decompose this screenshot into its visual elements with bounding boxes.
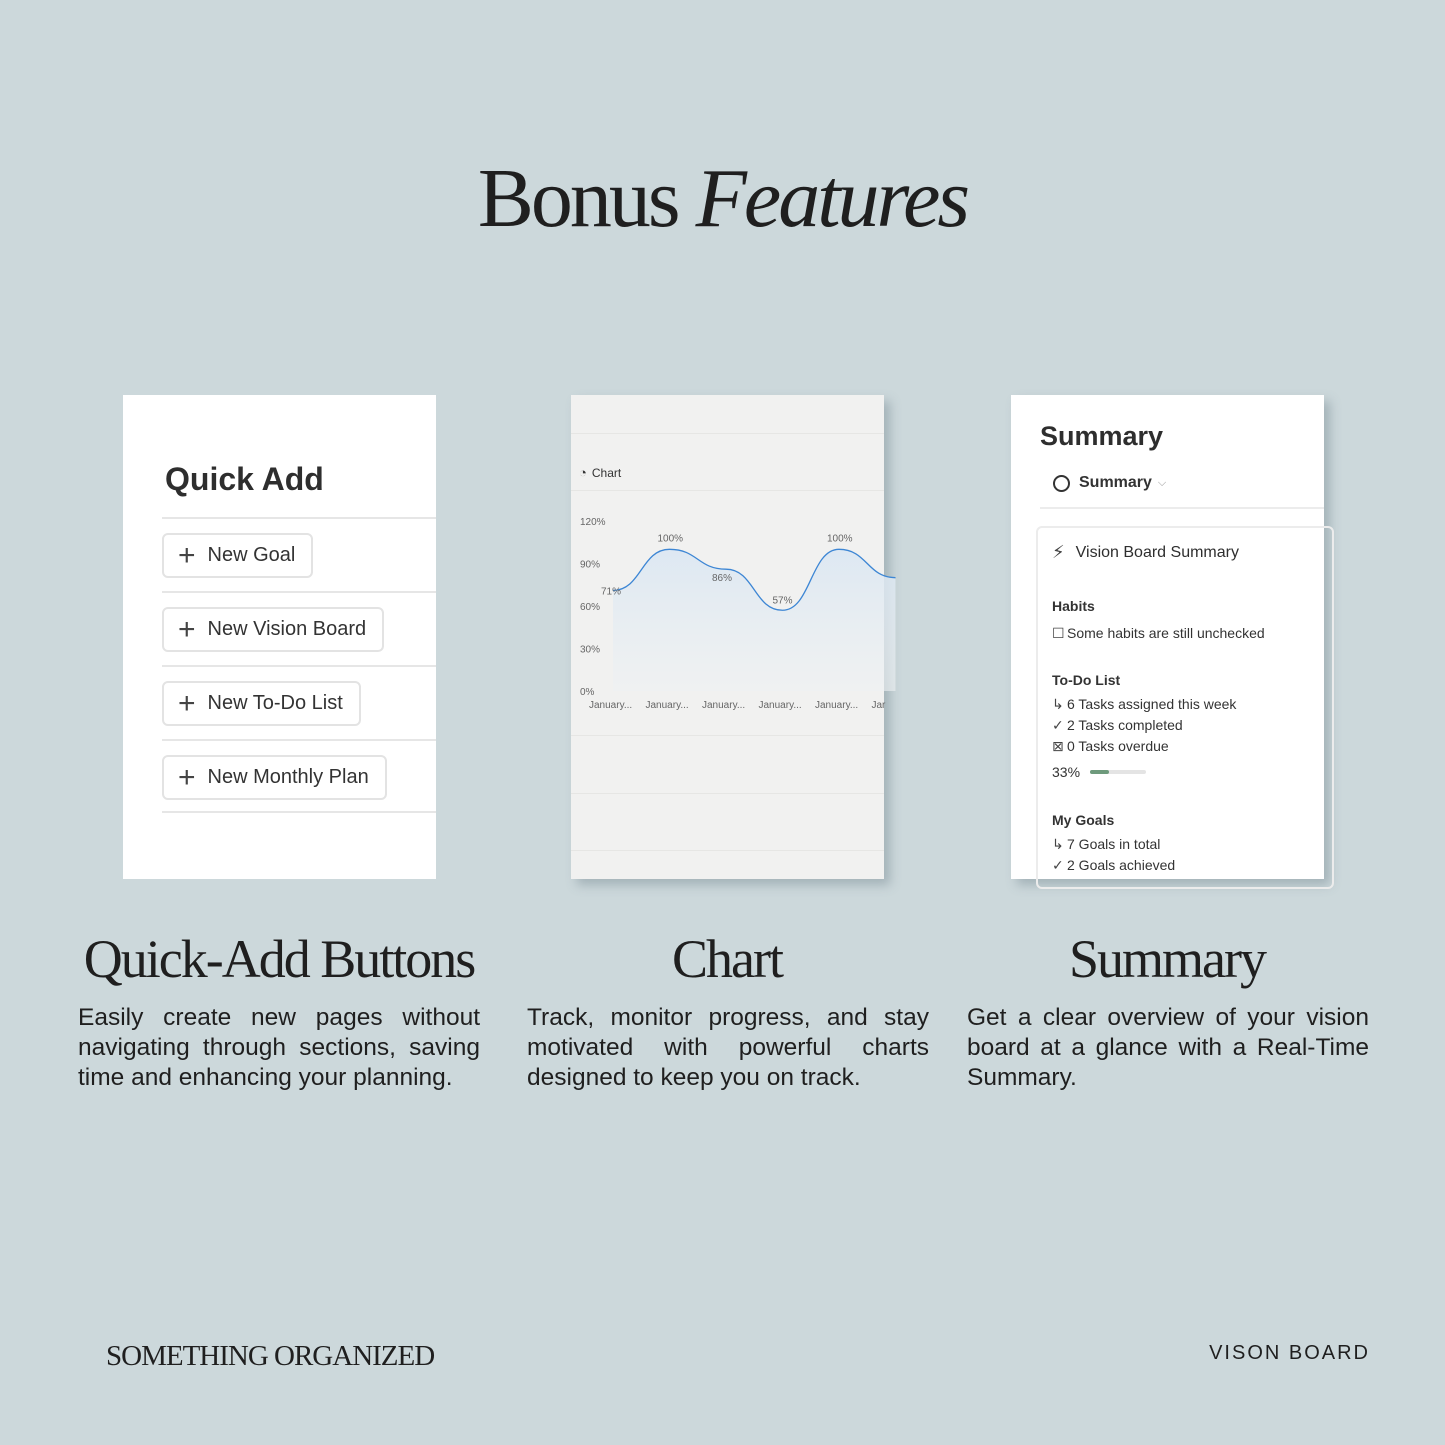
chart-label: Chart	[591, 465, 622, 480]
habits-line	[1052, 625, 1265, 642]
todo-text: 6 Tasks assigned this week	[1067, 696, 1237, 712]
todo-text: 0 Tasks overdue	[1067, 738, 1169, 754]
product-name: VISON BOARD	[1209, 1342, 1370, 1364]
button-label: New Monthly Plan	[207, 766, 369, 788]
goals-text: 7 Goals in total	[1067, 836, 1161, 852]
chevron-down-icon: ⌵	[1157, 476, 1167, 489]
chart-plot[interactable]	[571, 395, 884, 879]
lightning-icon: ⚡︎	[1052, 542, 1065, 562]
quick-add-heading: Quick Add	[165, 461, 324, 497]
quick-add-card	[123, 395, 436, 879]
check-icon: ✓	[1052, 717, 1064, 733]
goals-text: 2 Goals achieved	[1067, 857, 1176, 873]
check-icon: ✓	[1052, 857, 1064, 873]
point-label: 71%	[601, 586, 622, 598]
x-tick-label: January...	[815, 700, 859, 711]
x-tick-label: January...	[589, 700, 633, 711]
todo-line	[1052, 738, 1169, 755]
todo-title: To-Do List	[1052, 672, 1121, 688]
caption-text-chart: Track, monitor progress, and stay motivated with powerful charts designed to keep you on track.	[527, 1004, 929, 1091]
new-vision-board-button[interactable]	[162, 607, 384, 652]
quick-add-row	[162, 665, 436, 739]
todo-line	[1052, 717, 1183, 734]
point-label: 100%	[657, 533, 684, 545]
todo-progress	[1052, 764, 1146, 780]
button-label: New Vision Board	[207, 618, 367, 640]
checkbox-icon: ☐	[1052, 625, 1065, 641]
title-plain: Bonus	[477, 152, 678, 245]
x-tick-label: January...	[645, 700, 689, 711]
progress-label: 33%	[1052, 764, 1081, 780]
goals-title: My Goals	[1052, 812, 1115, 828]
goals-line	[1052, 836, 1160, 853]
button-label: New To-Do List	[207, 692, 343, 714]
summary-view-selector[interactable]	[1053, 474, 1166, 492]
todo-line	[1052, 696, 1236, 713]
arrow-icon: ↳	[1052, 696, 1064, 712]
caption-text-quick-add: Easily create new pages without navigating through sections, saving time and enhancing your planning.	[78, 1004, 480, 1091]
view-label: Summary	[1079, 474, 1152, 491]
plus-icon: +	[178, 612, 196, 646]
progress-track	[1090, 770, 1146, 774]
goals-line	[1052, 857, 1175, 874]
new-goal-button[interactable]	[162, 533, 313, 578]
y-tick-label: 120%	[580, 517, 606, 528]
progress-fill	[1090, 770, 1108, 774]
quick-add-row	[162, 517, 436, 591]
divider	[1040, 507, 1324, 509]
todo-text: 2 Tasks completed	[1067, 717, 1183, 733]
summary-title: Summary	[1040, 421, 1164, 451]
new-monthly-plan-button[interactable]	[162, 755, 387, 800]
x-tick-label: January...	[702, 700, 746, 711]
plus-icon: +	[178, 538, 196, 572]
new-todo-list-button[interactable]	[162, 681, 361, 726]
summary-card	[1011, 395, 1324, 879]
summary-box-header	[1052, 542, 1239, 563]
caption-title-chart: Chart	[672, 929, 782, 989]
summary-box-title: Vision Board Summary	[1075, 543, 1239, 561]
vision-board-summary-box	[1036, 526, 1334, 889]
x-tick-label: January...	[758, 700, 802, 711]
caption-text-summary: Get a clear overview of your vision board at a glance with a Real-Time Summary.	[967, 1004, 1369, 1091]
brand-name: SOMETHING ORGANIZED	[106, 1340, 435, 1372]
point-label: 86%	[712, 573, 733, 585]
area-fill	[613, 549, 896, 691]
habits-title: Habits	[1052, 598, 1095, 614]
x-tick-label: Jar	[871, 700, 886, 711]
quick-add-row	[162, 591, 436, 665]
caption-title-summary: Summary	[1069, 929, 1265, 989]
page-title	[0, 150, 1445, 247]
y-tick-label: 30%	[580, 644, 601, 656]
button-label: New Goal	[207, 544, 296, 566]
y-tick-label: 90%	[580, 559, 601, 571]
y-tick-label: 0%	[580, 687, 595, 698]
caption-title-quick-add: Quick-Add Buttons	[83, 929, 475, 989]
point-label: 57%	[772, 595, 793, 607]
quick-add-row	[162, 739, 436, 813]
title-italic: Features	[695, 152, 968, 245]
habits-text: Some habits are still unchecked	[1067, 625, 1265, 641]
plus-icon: +	[178, 686, 196, 720]
plus-icon: +	[178, 760, 196, 794]
circle-icon	[1053, 475, 1070, 492]
point-label: 100%	[827, 533, 853, 545]
chart-card	[571, 395, 884, 879]
y-tick-label: 60%	[580, 602, 601, 613]
arrow-icon: ↳	[1052, 836, 1064, 852]
pie-chart-icon: ◔	[579, 465, 587, 480]
cross-box-icon: ⊠	[1052, 738, 1064, 754]
